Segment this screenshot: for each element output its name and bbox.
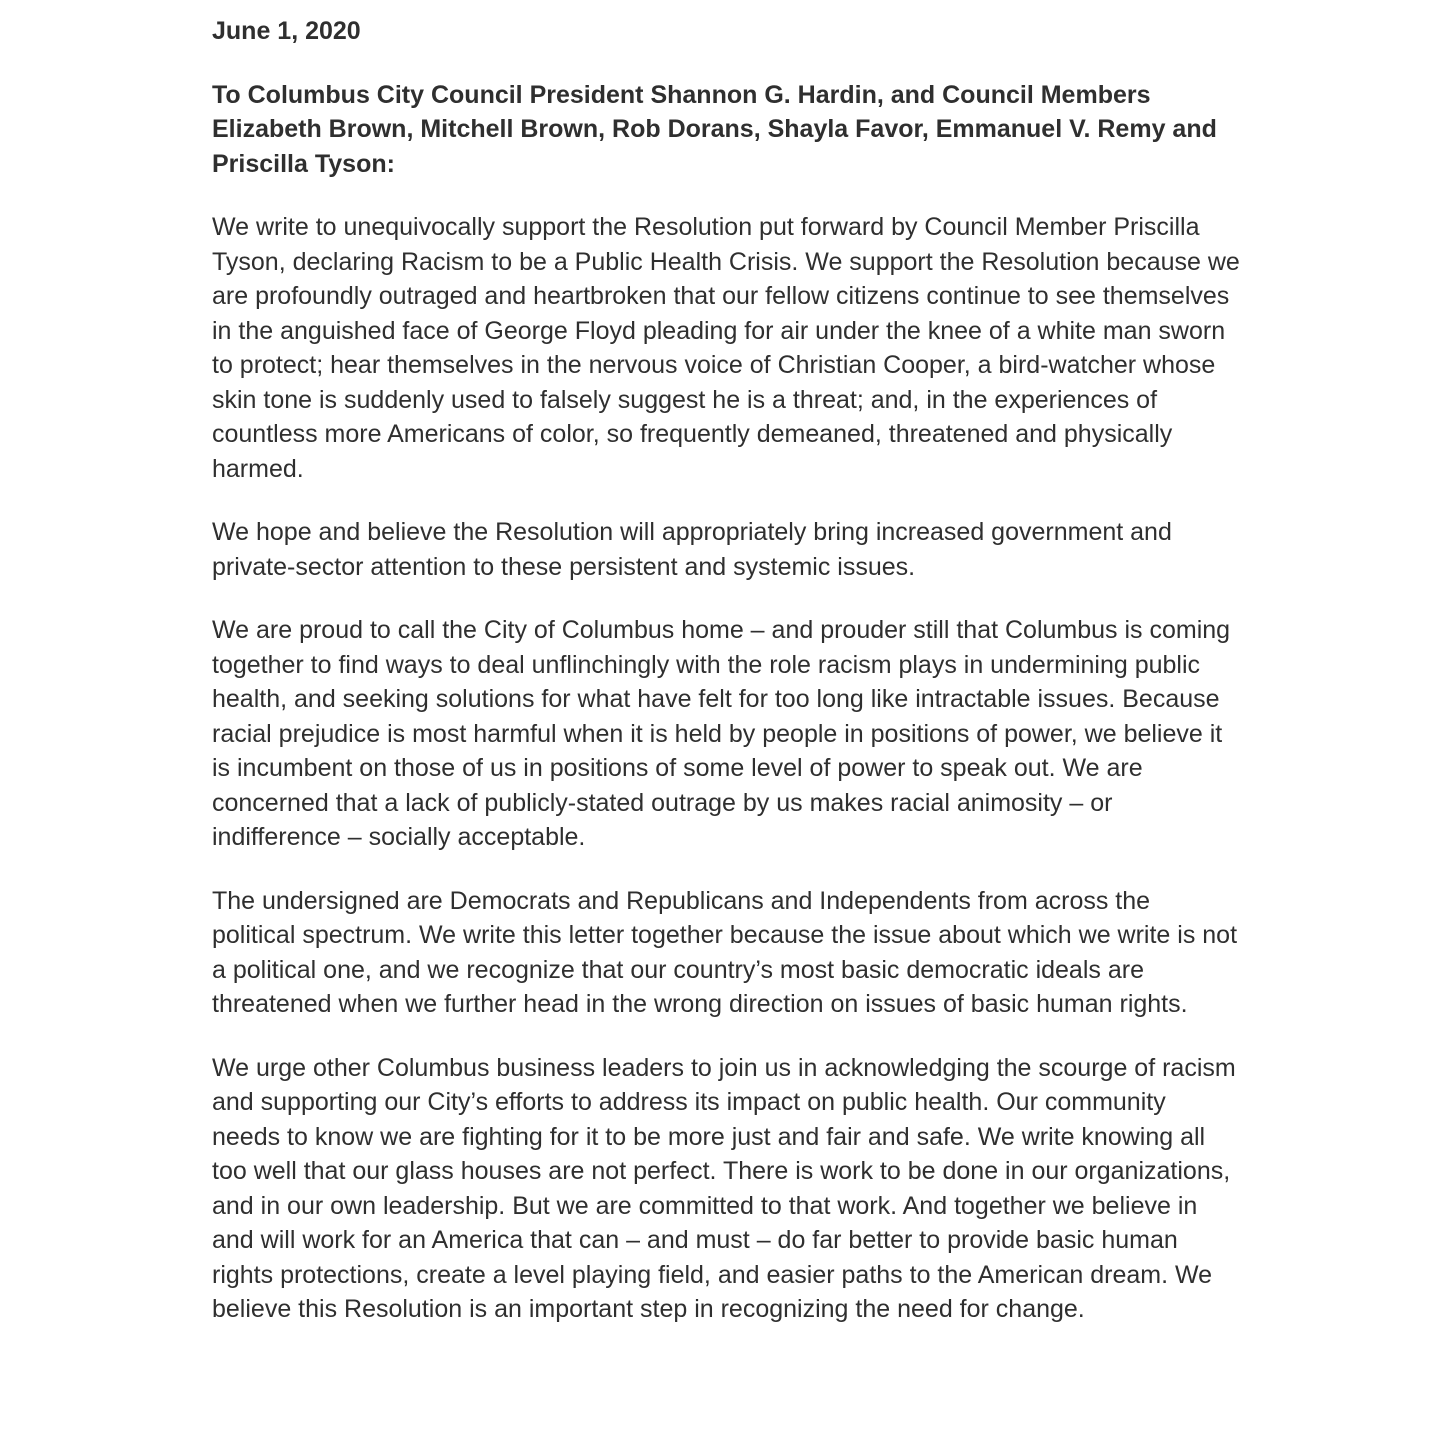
letter-date: June 1, 2020 <box>212 17 361 45</box>
letter-paragraph: We urge other Columbus business leaders to join us in acknowledging the scourge of racism and supporting our City’s efforts to address its impact on public health. Our community needs to know we are fighting for it to be more just and fair and safe. We write knowing all too well that our glass houses are not perfect. There is work to be done in our organizations, and in our own leadership. But we are committed to that work. And together we believe in and will work for an America that can – and must – do far better to provide basic human rights protections, create a level playing field, and easier paths to the American dream. We believe this Resolution is an important step in recognizing the need for change. <box>212 1053 1236 1323</box>
letter-paragraph: The undersigned are Democrats and Republicans and Independents from across the political spectrum. We write this letter together because the issue about which we write is not a political one, and we recognize that our country’s most basic democratic ideals are threatened when we further head in the wrong direction on issues of basic human rights. <box>212 886 1238 1018</box>
letter-paragraph: We hope and believe the Resolution will appropriately bring increased government and private-sector attention to these persistent and systemic issues. <box>212 518 1172 581</box>
letter-paragraph: We are proud to call the City of Columbus home – and prouder still that Columbus is coming together to find ways to deal unflinchingly with the role racism plays in undermining public health, and seeking solutions for what have felt for too long like intractable issues. Because racial prejudice is most harmful when it is held by people in positions of power, we believe it is incumbent on those of us in positions of some level of power to speak out. We are concerned that a lack of publicly-stated outrage by us makes racial animosity – or indifference – socially acceptable. <box>212 616 1231 851</box>
letter-paragraph: We write to unequivocally support the Resolution put forward by Council Member Priscilla Tyson, declaring Racism to be a Public Health Crisis. We support the Resolution because we are profoundly outraged and heartbroken that our fellow citizens continue to see themselves in the anguished face of George Floyd pleading for air under the knee of a white man sworn to protect; hear themselves in the nervous voice of Christian Cooper, a bird-watcher whose skin tone is suddenly used to falsely suggest he is a threat; and, in the experiences of countless more Americans of color, so frequently demeaned, threatened and physically harmed. <box>212 213 1240 483</box>
letter-salutation: To Columbus City Council President Shannon G. Hardin, and Council Members Elizabeth Brown, Mitchell Brown, Rob Dorans, Shayla Favor, Emmanuel V. Remy and Priscilla Tyson: <box>212 80 1217 178</box>
